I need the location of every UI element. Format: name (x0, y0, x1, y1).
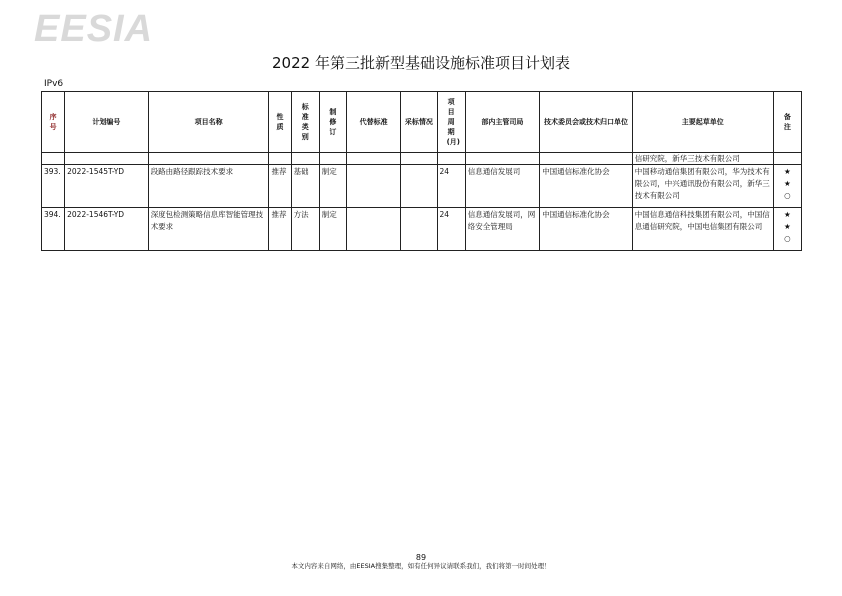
footer-notice: 本文内容来自网络，由EESIA搜集整理，如有任何异议请联系我们，我们将第一时间处理！ (291, 562, 551, 570)
standards-plan-table (41, 91, 802, 251)
header-standard-type: 标准类别 (291, 92, 319, 153)
remarks-cell (773, 165, 801, 208)
circle-mark-icon: ○ (784, 234, 791, 243)
seq-cell: 393. (42, 165, 65, 208)
header-remarks: 备注 (773, 92, 801, 153)
department-cell: 信息通信发展司，网络安全管理局 (465, 208, 539, 251)
remarks-cell (773, 208, 801, 251)
header-drafters: 主要起草单位 (632, 92, 773, 153)
replaced-standard-cell (346, 165, 400, 208)
standard-type-cell: 方法 (291, 208, 319, 251)
header-committee: 技术委员会或技术归口单位 (540, 92, 633, 153)
replaced-standard-cell (346, 208, 400, 251)
star-mark-icon: ★ (783, 222, 791, 231)
category-label: IPv6 (44, 79, 64, 89)
draft-revise-cell: 制定 (319, 165, 346, 208)
nature-cell: 推荐 (269, 208, 291, 251)
table-row (42, 208, 802, 251)
committee-cell: 中国通信标准化协会 (540, 208, 633, 251)
plan-no-cell: 2022-1545T-YD (65, 165, 149, 208)
plan-no-cell: 2022-1546T-YD (65, 208, 149, 251)
project-name-cell: 深度包检测策略信息库智能管理技术要求 (148, 208, 269, 251)
seq-cell: 394. (42, 208, 65, 251)
nature-cell: 推荐 (269, 165, 291, 208)
header-department: 部内主管司局 (465, 92, 539, 153)
header-nature: 性质 (269, 92, 291, 153)
project-name-cell: 段路由路径跟踪技术要求 (148, 165, 269, 208)
star-mark-icon: ★ (783, 167, 791, 176)
star-mark-icon: ★ (783, 210, 791, 219)
header-draft-revise: 制修订 (319, 92, 346, 153)
table-row (42, 165, 802, 208)
adoption-cell (401, 208, 437, 251)
page-number: 89 (415, 553, 427, 562)
header-adoption: 采标情况 (401, 92, 437, 153)
eesia-logo: EESIA (34, 8, 154, 50)
draft-revise-cell: 制定 (319, 208, 346, 251)
header-seq: 序号 (42, 92, 65, 153)
drafters-cell: 中国移动通信集团有限公司，华为技术有限公司，中兴通讯股份有限公司，新华三技术有限公司 (632, 165, 773, 208)
header-plan-no: 计划编号 (65, 92, 149, 153)
header-project-name: 项目名称 (148, 92, 269, 153)
department-cell: 信息通信发展司 (465, 165, 539, 208)
header-replaced-standard: 代替标准 (346, 92, 400, 153)
table-row-continuation (42, 153, 802, 165)
adoption-cell (401, 165, 437, 208)
period-cell: 24 (437, 165, 465, 208)
period-cell: 24 (437, 208, 465, 251)
standard-type-cell: 基础 (291, 165, 319, 208)
star-mark-icon: ★ (783, 179, 791, 188)
table-header-row (42, 92, 802, 153)
header-period: 项目周期(月) (437, 92, 465, 153)
circle-mark-icon: ○ (784, 191, 791, 200)
drafters-cell: 中国信息通信科技集团有限公司，中国信息通信研究院，中国电信集团有限公司 (632, 208, 773, 251)
document-title: 2022 年第三批新型基础设施标准项目计划表 (272, 54, 570, 72)
committee-cell: 中国通信标准化协会 (540, 165, 633, 208)
drafters-cell: 信研究院，新华三技术有限公司 (632, 153, 773, 165)
